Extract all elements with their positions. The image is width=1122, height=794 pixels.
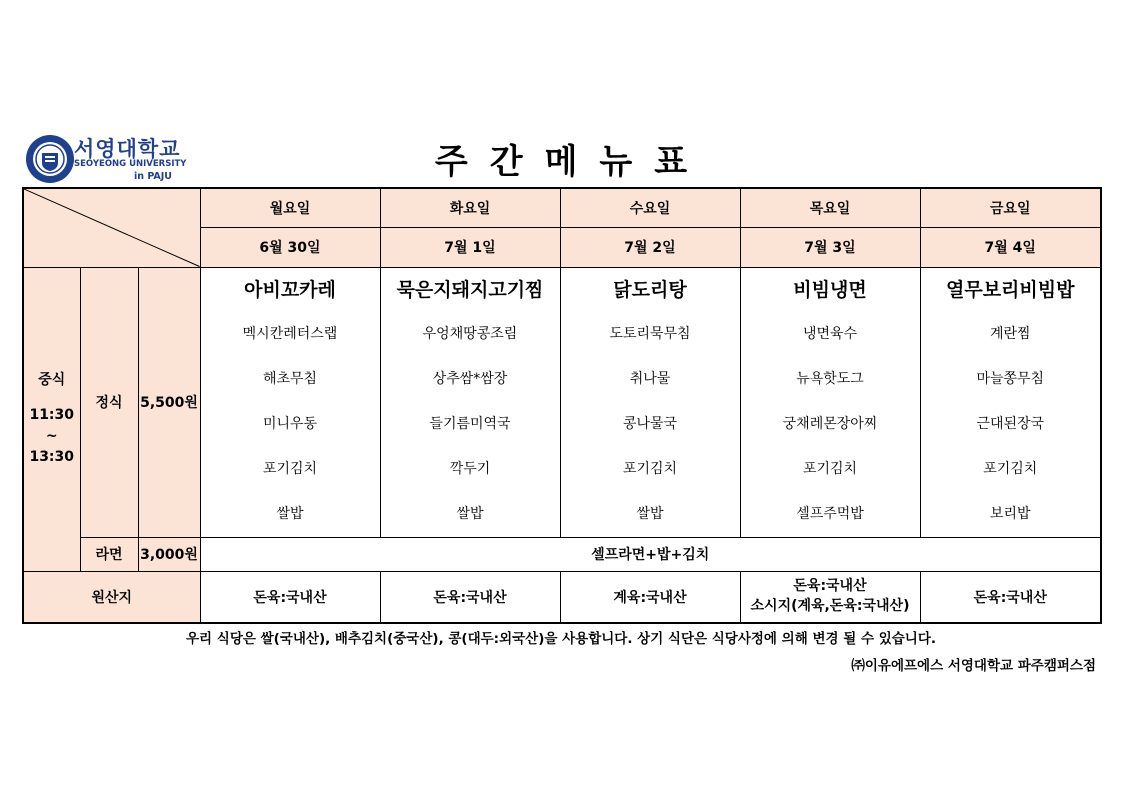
side-dish: 취나물 [629,370,671,387]
side-dish: 우엉채땅콩조림 [422,325,518,342]
side-dish: 셀프주먹밥 [796,505,864,522]
side-dish: 콩나물국 [622,415,678,432]
origin-cell [380,571,560,623]
side-dish: 해초무침 [262,370,318,387]
logo-name-english: SEOYEONG UNIVERSITY [74,159,187,169]
meal-name: 중식 [38,372,66,388]
side-dish: 미니우동 [262,415,318,432]
diagonal-line-icon [24,189,200,267]
side-dish: 근대된장국 [976,415,1045,432]
corner-diagonal-cell [23,188,200,267]
side-dish: 포기김치 [262,460,318,477]
date-header: 7월 1일 [380,227,560,267]
side-dish: 도토리묵무침 [609,325,691,342]
company-name: ㈜이유에프에스 서영대학교 파주캠퍼스점 [851,658,1096,674]
set-meal-label: 정식 [80,267,138,537]
origin-text: 계육:국내산 [613,589,687,606]
origin-text: 돈육:국내산 [253,589,327,606]
ramen-menu: 셀프라면+밥+김치 [200,537,1101,571]
weekday-header: 수요일 [560,188,740,227]
side-dish: 들기름미역국 [429,415,511,432]
weekday-header: 금요일 [920,188,1101,227]
side-dish: 계란찜 [989,325,1031,342]
side-dish: 멕시칸레터스랩 [242,325,338,342]
meal-time-separator: ~ [45,428,58,444]
weekday-header: 화요일 [380,188,560,227]
day-menu-cell [920,267,1101,537]
page-title: 주간메뉴표 [434,142,710,182]
main-dish: 닭도리탕 [613,278,687,301]
ingredient-origin-note: 우리 식당은 쌀(국내산), 배추김치(중국산), 콩(대두:외국산)을 사용합니다. 상기 식단은 식당사정에 의해 변경 될 수 있습니다. [186,631,936,647]
side-dish: 보리밥 [989,505,1031,522]
origin-cell [200,571,380,623]
origin-label: 원산지 [23,571,200,623]
side-dish: 포기김치 [622,460,678,477]
date-header: 6월 30일 [200,227,380,267]
side-dish: 쌀밥 [636,505,664,522]
origin-text: 돈육:국내산 [793,578,867,595]
date-header: 7월 4일 [920,227,1101,267]
side-dish: 궁채레몬장아찌 [782,415,878,432]
side-dish: 쌀밥 [456,505,484,522]
meal-time-end: 13:30 [29,449,75,465]
day-menu-cell [380,267,560,537]
main-dish: 묵은지돼지고기찜 [396,278,544,301]
origin-cell [740,571,920,623]
side-dish: 포기김치 [802,460,858,477]
main-dish: 아비꼬카레 [244,278,336,301]
ramen-price: 3,000원 [138,537,200,571]
side-dish: 냉면육수 [802,325,858,342]
side-dish: 포기김치 [983,460,1038,477]
ramen-label: 라면 [80,537,138,571]
day-menu-cell [560,267,740,537]
date-header: 7월 3일 [740,227,920,267]
weekly-menu-table [22,187,1102,624]
weekday-header: 월요일 [200,188,380,227]
origin-cell [560,571,740,623]
weekday-header: 목요일 [740,188,920,227]
origin-text: 돈육:국내산 [433,589,507,606]
logo-campus: in PAJU [134,171,173,182]
origin-text: 소시지(계육,돈육:국내산) [750,597,910,614]
meal-time-start: 11:30 [29,407,75,423]
side-dish: 상추쌈*쌈장 [432,370,508,387]
set-meal-price: 5,500원 [138,267,200,537]
side-dish: 깍두기 [449,460,491,477]
side-dish: 마늘쫑무침 [976,370,1045,387]
main-dish: 열무보리비빔밥 [946,278,1075,301]
origin-text: 돈육:국내산 [973,589,1047,606]
day-menu-cell [740,267,920,537]
side-dish: 쌀밥 [276,505,304,522]
main-dish: 비빔냉면 [793,278,867,301]
origin-cell [920,571,1101,623]
logo-name-korean: 서영대학교 [74,137,181,161]
day-menu-cell [200,267,380,537]
meal-cell [23,267,80,571]
side-dish: 뉴욕핫도그 [796,370,864,387]
date-header: 7월 2일 [560,227,740,267]
